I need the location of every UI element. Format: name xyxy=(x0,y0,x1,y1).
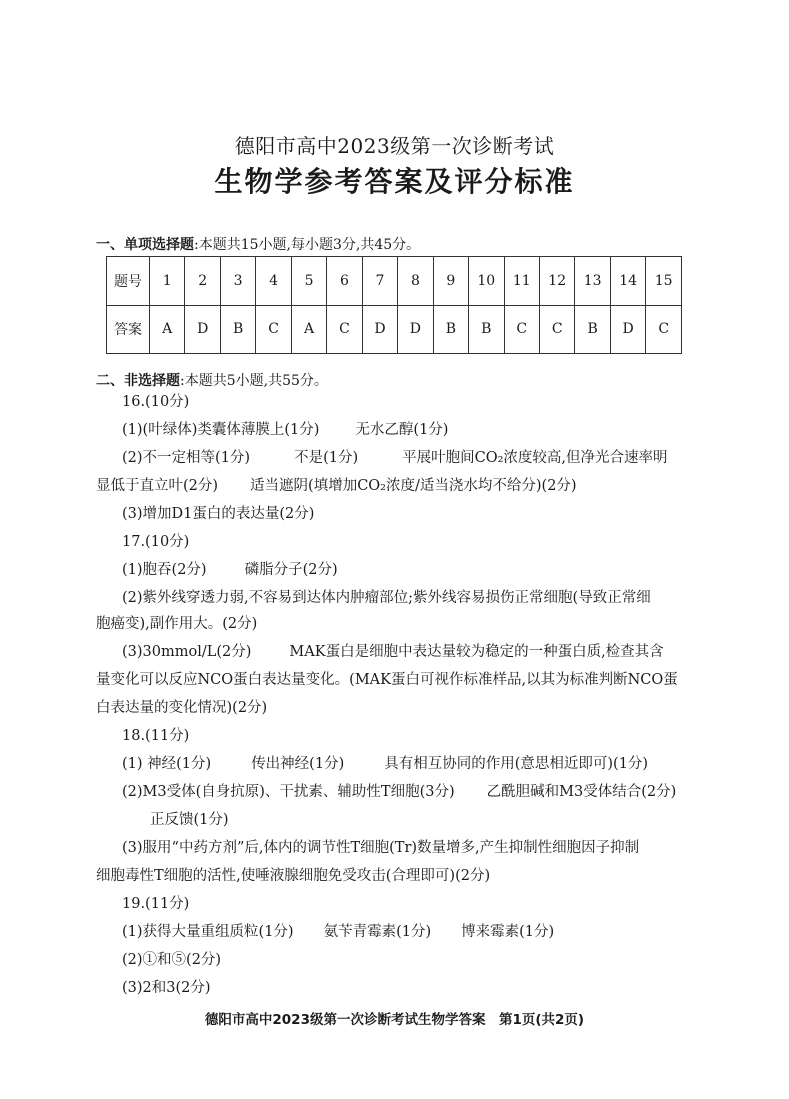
section2-heading-line xyxy=(96,370,328,390)
table-cell: A xyxy=(150,305,185,354)
table-cell: C xyxy=(646,305,682,354)
table-cell: B xyxy=(575,305,610,354)
page-footer: 德阳市高中2023级第一次诊断考试生物学答案 第1页(共2页) xyxy=(204,1012,585,1028)
table-cell: B xyxy=(469,305,504,354)
q19-p1-answer-c: 博来霉素(1分) xyxy=(461,924,555,940)
q17-part1 xyxy=(122,560,338,580)
table-cell: D xyxy=(185,305,220,354)
table-row xyxy=(107,257,682,306)
q19-part1 xyxy=(122,922,554,942)
exam-title: 德阳市高中2023级第一次诊断考试 xyxy=(234,134,555,158)
q19-p1-answer-a: (1)获得大量重组质粒(1分) xyxy=(122,924,294,940)
q17-part2-cont: 胞癌变),副作用大。(2分) xyxy=(96,616,258,632)
table-cell: C xyxy=(504,305,539,354)
q18-title: 18.(11分) xyxy=(122,728,190,744)
table-cell: 5 xyxy=(291,257,326,306)
q17-part3-cont2: 白表达量的变化情况)(2分) xyxy=(96,700,268,716)
document-title: 生物学参考答案及评分标准 xyxy=(214,165,575,198)
q16-part3: (3)增加D1蛋白的表达量(2分) xyxy=(122,506,315,522)
q18-part2 xyxy=(122,782,676,802)
q16-title: 16.(10分) xyxy=(122,394,190,410)
q16-part1 xyxy=(122,420,448,440)
section2-heading: 二、非选择题 xyxy=(96,373,180,389)
q19-title: 19.(11分) xyxy=(122,896,190,912)
q17-part3-cont: 量变化可以反应NCO蛋白表达量变化。(MAK蛋白可视作标准样品,以其为标准判断NCO蛋 xyxy=(96,672,678,688)
q16-p1-answer-b: 无水乙醇(1分) xyxy=(355,422,449,438)
q18-part1 xyxy=(122,754,648,774)
q17-part2: (2)紫外线穿透力弱,不容易到达体内肿瘤部位;紫外线容易损伤正常细胞(导致正常细 xyxy=(122,590,651,606)
table-cell: 7 xyxy=(362,257,397,306)
table-cell: 13 xyxy=(575,257,610,306)
q18-p2-answer-b: 乙酰胆碱和M3受体结合(2分) xyxy=(486,784,677,800)
q19-part3: (3)2和3(2分) xyxy=(122,980,211,996)
section2-description: :本题共5小题,共55分。 xyxy=(180,373,328,389)
q16-part2-cont xyxy=(96,476,577,496)
table-cell: D xyxy=(610,305,645,354)
table-cell: 4 xyxy=(256,257,291,306)
table-cell: 14 xyxy=(610,257,645,306)
table-cell: 8 xyxy=(398,257,433,306)
table-cell: 12 xyxy=(539,257,574,306)
q17-p3-answer-a: (3)30mmol/L(2分) xyxy=(122,644,252,660)
table-cell: 1 xyxy=(150,257,185,306)
q17-p1-answer-a: (1)胞吞(2分) xyxy=(122,562,207,578)
q16-p2-answer-c: 平展叶胞间CO₂浓度较高,但净光合速率明 xyxy=(402,450,668,466)
q17-p1-answer-b: 磷脂分子(2分) xyxy=(244,562,338,578)
q18-part2-cont: 正反馈(1分) xyxy=(150,812,229,828)
table-cell: A xyxy=(291,305,326,354)
table-cell: 2 xyxy=(185,257,220,306)
q16-p2-answer-a: (2)不一定相等(1分) xyxy=(122,450,251,466)
q18-p2-answer-a: (2)M3受体(自身抗原)、干扰素、辅助性T细胞(3分) xyxy=(122,784,455,800)
q18-p1-answer-c: 具有相互协同的作用(意思相近即可)(1分) xyxy=(384,756,649,772)
table-cell: 6 xyxy=(327,257,362,306)
table-cell: 9 xyxy=(433,257,468,306)
table-cell: B xyxy=(433,305,468,354)
q17-part3 xyxy=(122,642,664,662)
q17-p3-answer-b: MAK蛋白是细胞中表达量较为稳定的一种蛋白质,检查其含 xyxy=(289,644,664,660)
q16-p2-answer-d: 显低于直立叶(2分) xyxy=(96,478,219,494)
q16-p2-answer-b: 不是(1分) xyxy=(294,450,359,466)
table-cell: 10 xyxy=(469,257,504,306)
row-label-number: 题号 xyxy=(107,257,150,306)
table-row xyxy=(107,305,682,354)
section1-heading: 一、单项选择题 xyxy=(96,237,194,253)
table-cell: C xyxy=(327,305,362,354)
q16-p2-answer-e: 适当遮阴(填增加CO₂浓度/适当浇水均不给分)(2分) xyxy=(250,478,577,494)
table-cell: C xyxy=(539,305,574,354)
q18-p1-answer-b: 传出神经(1分) xyxy=(251,756,345,772)
q16-p1-answer-a: (1)(叶绿体)类囊体薄膜上(1分) xyxy=(122,422,320,438)
q18-part3-cont: 细胞毒性T细胞的活性,使唾液腺细胞免受攻击(合理即可)(2分) xyxy=(96,868,491,884)
q19-part2: (2)①和⑤(2分) xyxy=(122,952,222,968)
answer-table xyxy=(106,256,682,354)
section1-description: :本题共15小题,每小题3分,共45分。 xyxy=(194,237,421,253)
row-label-answer: 答案 xyxy=(107,305,150,354)
table-cell: 11 xyxy=(504,257,539,306)
table-cell: B xyxy=(220,305,255,354)
q17-title: 17.(10分) xyxy=(122,534,190,550)
q18-p1-answer-a: (1) 神经(1分) xyxy=(122,756,212,772)
table-cell: 3 xyxy=(220,257,255,306)
table-cell: C xyxy=(256,305,291,354)
q19-p1-answer-b: 氨苄青霉素(1分) xyxy=(323,924,432,940)
section1-heading-line xyxy=(96,234,420,254)
q18-part3: (3)服用“中药方剂”后,体内的调节性T细胞(Tr)数量增多,产生抑制性细胞因子抑制 xyxy=(122,840,640,856)
table-cell: D xyxy=(398,305,433,354)
table-cell: D xyxy=(362,305,397,354)
table-cell: 15 xyxy=(646,257,682,306)
q16-part2 xyxy=(122,448,668,468)
